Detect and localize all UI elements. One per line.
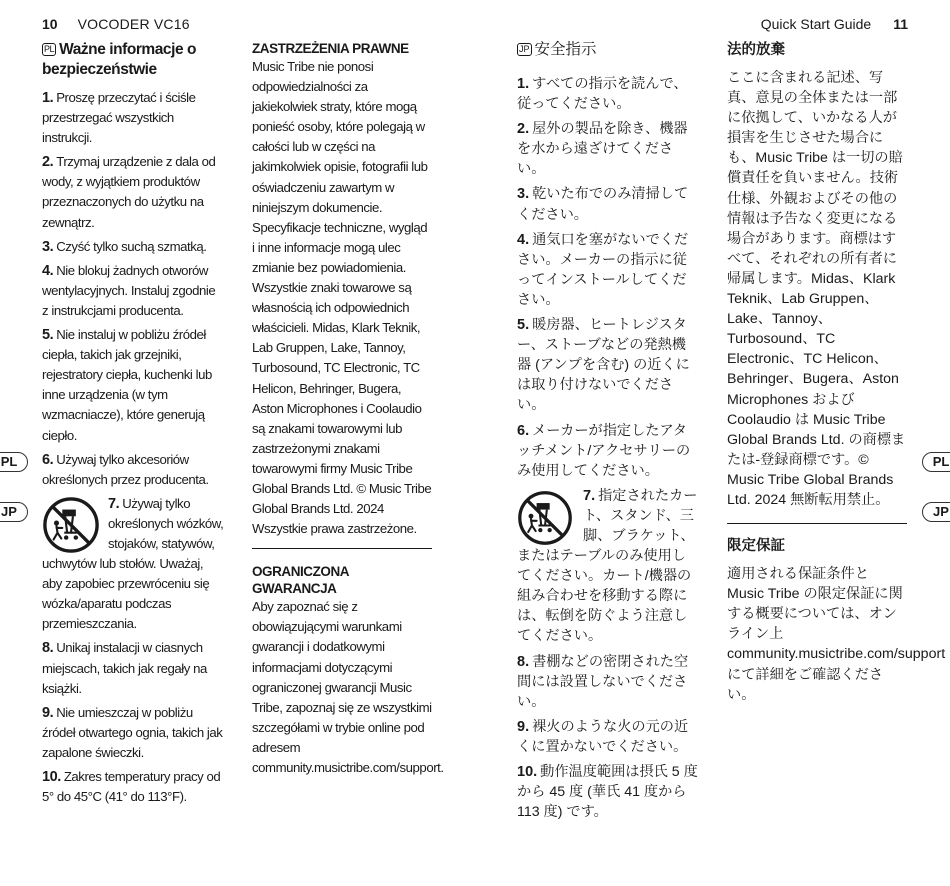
pl-safety-item-2 xyxy=(42,152,224,232)
item-number: 7. xyxy=(583,487,596,504)
item-number: 5. xyxy=(42,327,54,344)
pl-safety-title: Ważne informacje o bezpieczeństwie xyxy=(42,41,196,78)
jp-safety-item-3 xyxy=(517,184,699,224)
pl-safety-item-6 xyxy=(42,450,224,490)
item-text: Używaj tylko określonych wózków, stojaków, statywów, uchwytów lub stołów. Uważaj, aby zapobiec przewróceniu się wózka/aparatu podczas przemieszczania. xyxy=(42,495,224,632)
pl-side-tab: PL xyxy=(922,452,950,472)
jp-safety-item-4 xyxy=(517,230,699,310)
jp-safety-item-8 xyxy=(517,652,699,712)
jp-safety-item-9 xyxy=(517,717,699,757)
jp-legal-title: 法的放棄 xyxy=(727,42,785,58)
section-divider xyxy=(252,548,432,549)
item-text: Używaj tylko akcesoriów określonych przez producenta. xyxy=(42,451,209,487)
jp-safety-item-10 xyxy=(517,762,699,822)
jp-safety-item-7 xyxy=(517,486,699,647)
item-number: 6. xyxy=(517,422,530,439)
item-number: 1. xyxy=(517,76,530,92)
jp-safety-title: 安全指示 xyxy=(534,41,597,58)
cart-tip-over-warning-icon xyxy=(517,490,573,546)
pl-safety-heading xyxy=(42,40,224,80)
item-number: 3. xyxy=(42,238,54,255)
item-text: Zakres temperatury pracy od 5° do 45°C (41° do 113°F). xyxy=(42,769,221,805)
jp-safety-item-2 xyxy=(517,119,699,179)
left-page-header xyxy=(42,15,190,33)
item-text: メーカーが指定したアタッチメント/アクセサリーのみ使用してください。 xyxy=(517,422,691,479)
item-text: Nie blokuj żadnych otworów wentylacyjnych. Instaluj zgodnie z instrukcjami producenta. xyxy=(42,262,216,318)
pl-safety-item-8 xyxy=(42,638,224,698)
pl-side-tab: PL xyxy=(0,452,28,472)
jp-side-tab: JP xyxy=(0,502,28,522)
item-number: 8. xyxy=(517,653,530,670)
item-number: 10. xyxy=(517,764,538,780)
item-number: 2. xyxy=(42,154,54,171)
pl-legal-title: ZASTRZEŻENIA PRAWNE xyxy=(252,41,409,56)
item-number: 6. xyxy=(42,451,54,468)
left-page-number: 10 xyxy=(42,16,58,32)
pl-safety-item-10 xyxy=(42,767,224,807)
right-page-header xyxy=(761,15,908,33)
pl-legal-section xyxy=(252,40,444,778)
item-text: Czyść tylko suchą szmatką. xyxy=(56,238,207,254)
pl-safety-section xyxy=(42,40,224,811)
item-text: 屋外の製品を除き、機器を水から遠ざけてください。 xyxy=(517,121,688,178)
pl-legal-text: Music Tribe nie ponosi odpowiedzialności za jakiekolwiek straty, które mogą ponieść osoby, które polegają w całości lub w części na jakimkolwiek opisie, fotografii lub oświadczeniu zawartym w niniejszym dokumencie. Specyfikacje techniczne, wygląd i inne informacje mogą ulec zmianie bez powiadomienia. Wszystkie znaki towarowe są własnością ich odpowiednich właścicieli. Midas, Klark Teknik, Lab Gruppen, Lake, Tannoy, Turbosound, TC Electronic, TC Helicon, Behringer, Bugera, Aston Microphones i Coolaudio są znakami towarowymi lub zastrzeżonymi znakami towarowymi firmy Music Tribe Global Brands Ltd. © Music Tribe Global Brands Ltd. 2024 Wszystkie prawa zastrzeżone. xyxy=(252,59,432,537)
item-text: Nie umieszczaj w pobliżu źródeł otwartego ognia, takich jak zapalone świeczki. xyxy=(42,704,223,760)
right-page-title: Quick Start Guide xyxy=(760,16,872,32)
item-number: 1. xyxy=(42,90,54,106)
item-text: Trzymaj urządzenie z dala od wody, z wyjątkiem produktów przeznaczonych do użytku na zewnątrz. xyxy=(42,154,216,230)
item-text: 暖房器、ヒートレジスター、ストーブなどの発熱機器 (アンプを含む) の近くには取り付けないでください。 xyxy=(517,317,690,414)
item-number: 4. xyxy=(42,262,54,279)
item-text: 乾いた布でのみ清掃してください。 xyxy=(517,186,689,223)
item-number: 9. xyxy=(42,704,54,721)
item-text: 通気口を塞がないでください。メーカーの指示に従ってインストールしてください。 xyxy=(517,231,689,308)
right-page-number: 11 xyxy=(893,16,908,32)
jp-language-badge: JP xyxy=(519,44,530,54)
item-text: Unikaj instalacji w ciasnych miejscach, takich jak regały na książki. xyxy=(42,640,207,696)
item-text: すべての指示を読んで、従ってください。 xyxy=(517,76,688,113)
pl-safety-item-7 xyxy=(42,494,224,635)
jp-safety-item-5 xyxy=(517,315,699,415)
section-divider xyxy=(727,523,907,524)
jp-warranty-text: 適用される保証条件と Music Tribe の限定保証に関する概要については、オンライン上 community.musictribe.com/support にて詳細をご確認ください。 xyxy=(727,566,946,703)
jp-safety-item-1 xyxy=(517,74,699,114)
item-number: 2. xyxy=(517,121,530,138)
jp-safety-list xyxy=(517,74,699,822)
pl-language-badge: PL xyxy=(44,44,55,54)
item-text: Nie instaluj w pobliżu źródeł ciepła, takich jak grzejniki, rejestratory ciepła, kuchenki lub inne urządzenia (w tym wzmacniacze), które generują ciepło. xyxy=(42,327,212,443)
item-number: 7. xyxy=(108,495,120,512)
item-number: 8. xyxy=(42,640,54,657)
item-number: 10. xyxy=(42,769,61,785)
jp-side-tab: JP xyxy=(922,502,950,522)
item-text: 裸火のような火の元の近くに置かないでください。 xyxy=(517,718,689,755)
pl-warranty-text: Aby zapoznać się z obowiązującymi warunkami gwarancji i dodatkowymi informacjami dotyczącymi ograniczonej gwarancji Music Tribe, zapoznaj się ze wszystkimi szczegółami w trybie online pod adresem community.musictribe.com/support. xyxy=(252,599,444,775)
jp-legal-text: ここに含まれる記述、写真、意見の全体または一部に依拠して、いかなる人が損害を生じさせた場合にも、Music Tribe は一切の賠償責任を負いません。技術仕様、外観およびその他の情報は予告なく変更になる場合があります。商標はすべて、それぞれの所有者に帰属します。Midas、Klark Teknik、Lab Gruppen、Lake、Tannoy、Turbosound、TC Electronic、TC Helicon、Behringer、Bugera、Aston Microphones および Coolaudio は Music Tribe Global Brands Ltd. の商標または-登録商標です。© Music Tribe Global Brands Ltd. 2024 無断転用禁止。 xyxy=(727,70,906,508)
item-text: 書棚などの密閉された空間には設置しないでください。 xyxy=(517,653,689,710)
jp-safety-item-6 xyxy=(517,421,699,481)
item-text: 動作温度範囲は摂氏 5 度から 45 度 (華氏 41 度から 113 度) です。 xyxy=(517,764,698,821)
jp-warranty-title: 限定保証 xyxy=(727,538,785,555)
pl-warranty-title: OGRANICZONA GWARANCJA xyxy=(252,564,349,597)
jp-safety-section xyxy=(517,40,699,827)
item-number: 9. xyxy=(517,718,530,735)
pl-safety-item-3 xyxy=(42,237,224,257)
item-number: 5. xyxy=(517,317,530,334)
cart-tip-over-warning-icon xyxy=(42,496,100,554)
pl-safety-item-9 xyxy=(42,703,224,763)
item-number: 3. xyxy=(517,186,530,203)
pl-safety-item-4 xyxy=(42,261,224,321)
item-text: 指定されたカート、スタンド、三脚、ブラケット、またはテーブルのみ使用してください。カート/機器の組み合わせを移動する際には、転倒を防ぐよう注意してください。 xyxy=(517,487,698,645)
pl-safety-item-1 xyxy=(42,88,224,148)
item-text: Proszę przeczytać i ściśle przestrzegać wszystkich instrukcji. xyxy=(42,90,196,146)
left-page-title: VOCODER VC16 xyxy=(77,16,190,32)
item-number: 4. xyxy=(517,231,530,248)
pl-safety-list xyxy=(42,88,224,807)
jp-safety-heading xyxy=(517,40,699,60)
pl-safety-item-5 xyxy=(42,325,224,446)
